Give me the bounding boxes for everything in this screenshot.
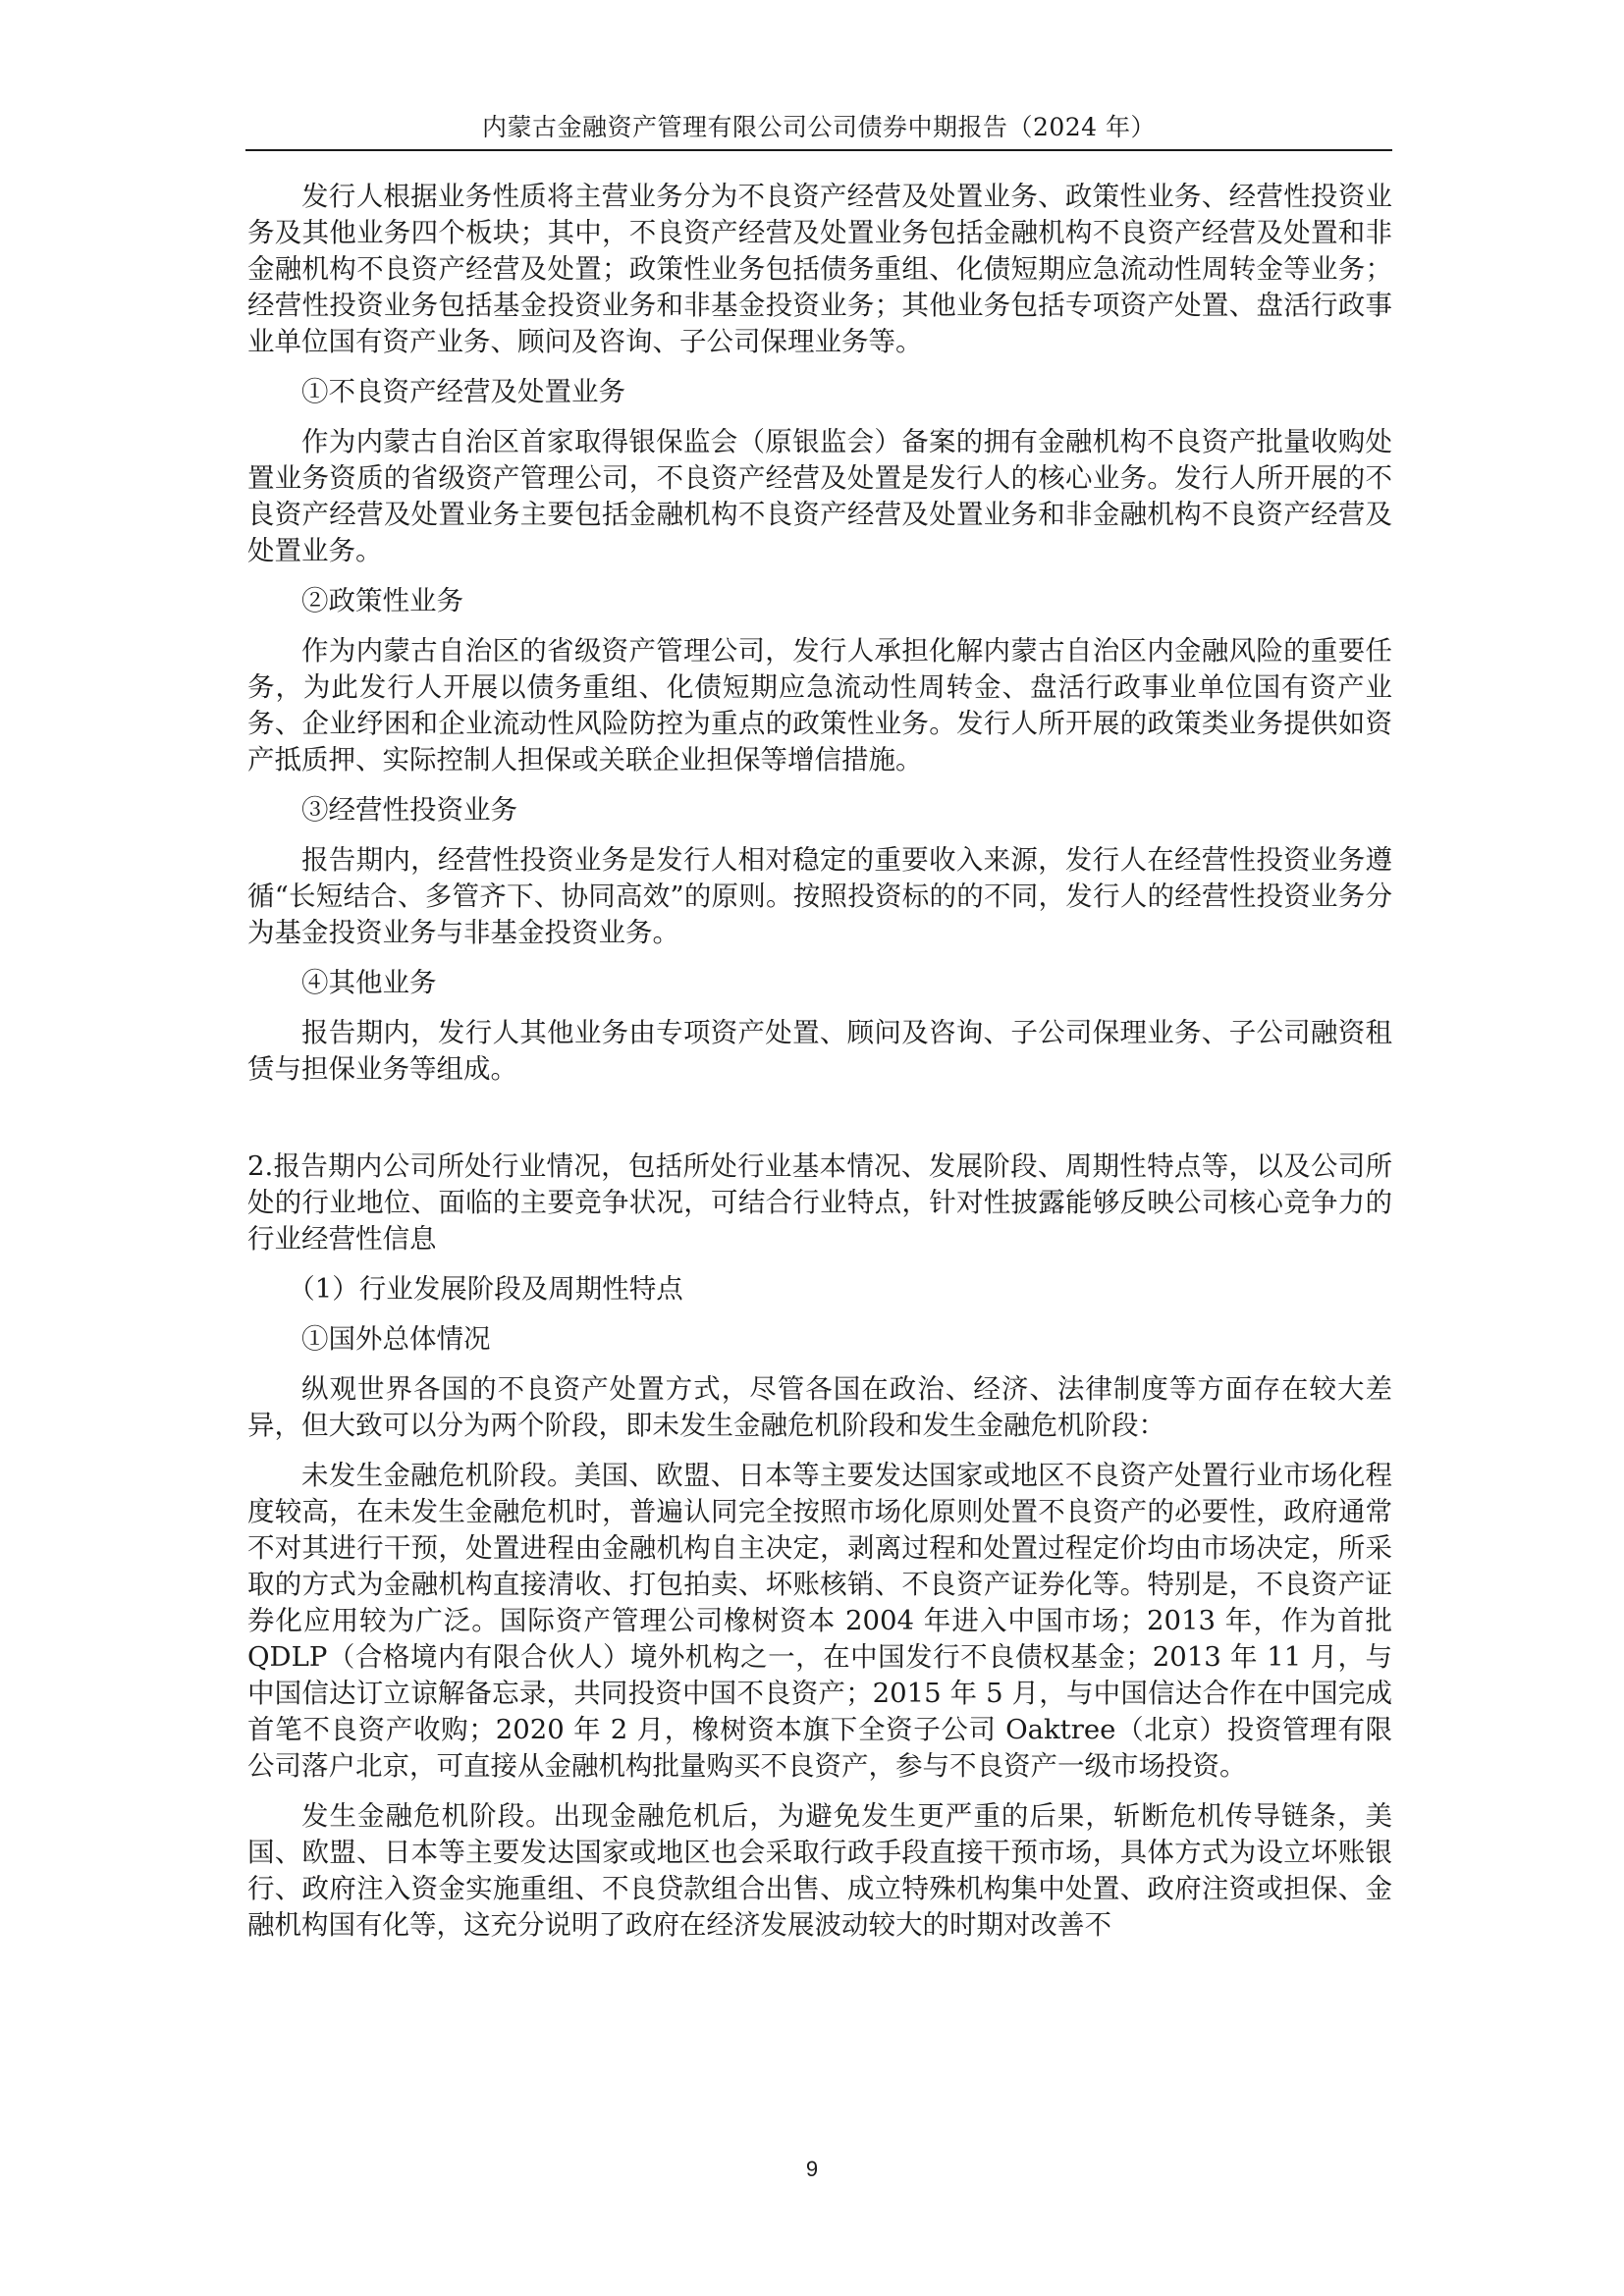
heading-overseas-overview: ①国外总体情况: [301, 1323, 491, 1355]
paragraph-npa-business: 作为内蒙古自治区首家取得银保监会（原银监会）备案的拥有金融机构不良资产批量收购处置业务资质的省级资产管理公司，不良资产经营及处置是发行人的核心业务。发行人所开展的不良资产经营及处置业务主要包括金融机构不良资产经营及处置业务和非金融机构不良资产经营及处置业务。: [247, 426, 1392, 566]
heading-investment-business: ③经营性投资业务: [301, 794, 517, 826]
heading-policy-business: ②政策性业务: [301, 585, 463, 616]
page-number: 9: [805, 2157, 819, 2181]
paragraph-other-business: 报告期内，发行人其他业务由专项资产处置、顾问及咨询、子公司保理业务、子公司融资租赁与担保业务等组成。: [247, 1017, 1392, 1085]
page-header: 内蒙古金融资产管理有限公司公司债券中期报告（2024 年）: [481, 113, 1157, 141]
intro-paragraph: 发行人根据业务性质将主营业务分为不良资产经营及处置业务、政策性业务、经营性投资业务及其他业务四个板块；其中，不良资产经营及处置业务包括金融机构不良资产经营及处置和非金融机构不良资产经营及处置；政策性业务包括债务重组、化债短期应急流动性周转金等业务；经营性投资业务包括基金投资业务和非基金投资业务；其他业务包括专项资产处置、盘活行政事业单位国有资产业务、顾问及咨询、子公司保理业务等。: [247, 181, 1392, 357]
paragraph-no-crisis-stage: 未发生金融危机阶段。美国、欧盟、日本等主要发达国家或地区不良资产处置行业市场化程度较高，在未发生金融危机时，普遍认同完全按照市场化原则处置不良资产的必要性，政府通常不对其进行干预，处置进程由金融机构自主决定，剥离过程和处置过程定价均由市场决定，所采取的方式为金融机构直接清收、打包拍卖、坏账核销、不良资产证券化等。特别是，不良资产证券化应用较为广泛。国际资产管理公司橡树资本 2004 年进入中国市场；2013 年，作为首批 QDLP（合格境内有限合伙人）境外机构之一，在中国发行不良债权基金；2013 年 11 月，与中国信达订立谅解备忘录，共同投资中国不良资产；2015 年 5 月，与中国信达合作在中国完成首笔不良资产收购；2020 年 2 月，橡树资本旗下全资子公司 Oaktree（北京）投资管理有限公司落户北京，可直接从金融机构批量购买不良资产，参与不良资产一级市场投资。: [247, 1460, 1392, 1782]
paragraph-overseas-overview: 纵观世界各国的不良资产处置方式，尽管各国在政治、经济、法律制度等方面存在较大差异，但大致可以分为两个阶段，即未发生金融危机阶段和发生金融危机阶段：: [247, 1373, 1392, 1441]
paragraph-investment-business: 报告期内，经营性投资业务是发行人相对稳定的重要收入来源，发行人在经营性投资业务遵循“长短结合、多管齐下、协同高效”的原则。按照投资标的的不同，发行人的经营性投资业务分为基金投资业务与非基金投资业务。: [247, 844, 1392, 948]
heading-other-business: ④其他业务: [301, 967, 437, 998]
document-body: [247, 179, 1392, 1957]
subheading-industry-stage: （1）行业发展阶段及周期性特点: [288, 1273, 683, 1305]
header-rule: [245, 149, 1392, 151]
paragraph-crisis-stage: 发生金融危机阶段。出现金融危机后，为避免发生更严重的后果，斩断危机传导链条，美国、欧盟、日本等主要发达国家或地区也会采取行政手段直接干预市场，具体方式为设立坏账银行、政府注入资金实施重组、不良贷款组合出售、成立特殊机构集中处置、政府注资或担保、金融机构国有化等，这充分说明了政府在经济发展波动较大的时期对改善不: [247, 1800, 1392, 1941]
heading-npa-business: ①不良资产经营及处置业务: [301, 376, 625, 407]
paragraph-policy-business: 作为内蒙古自治区的省级资产管理公司，发行人承担化解内蒙古自治区内金融风险的重要任务，为此发行人开展以债务重组、化债短期应急流动性周转金、盘活行政事业单位国有资产业务、企业纾困和企业流动性风险防控为重点的政策性业务。发行人所开展的政策类业务提供如资产抵质押、实际控制人担保或关联企业担保等增信措施。: [247, 635, 1392, 775]
section-industry-title: 2.报告期内公司所处行业情况，包括所处行业基本情况、发展阶段、周期性特点等，以及公司所处的行业地位、面临的主要竞争状况，可结合行业特点，针对性披露能够反映公司核心竞争力的行业经营性信息: [247, 1150, 1392, 1255]
